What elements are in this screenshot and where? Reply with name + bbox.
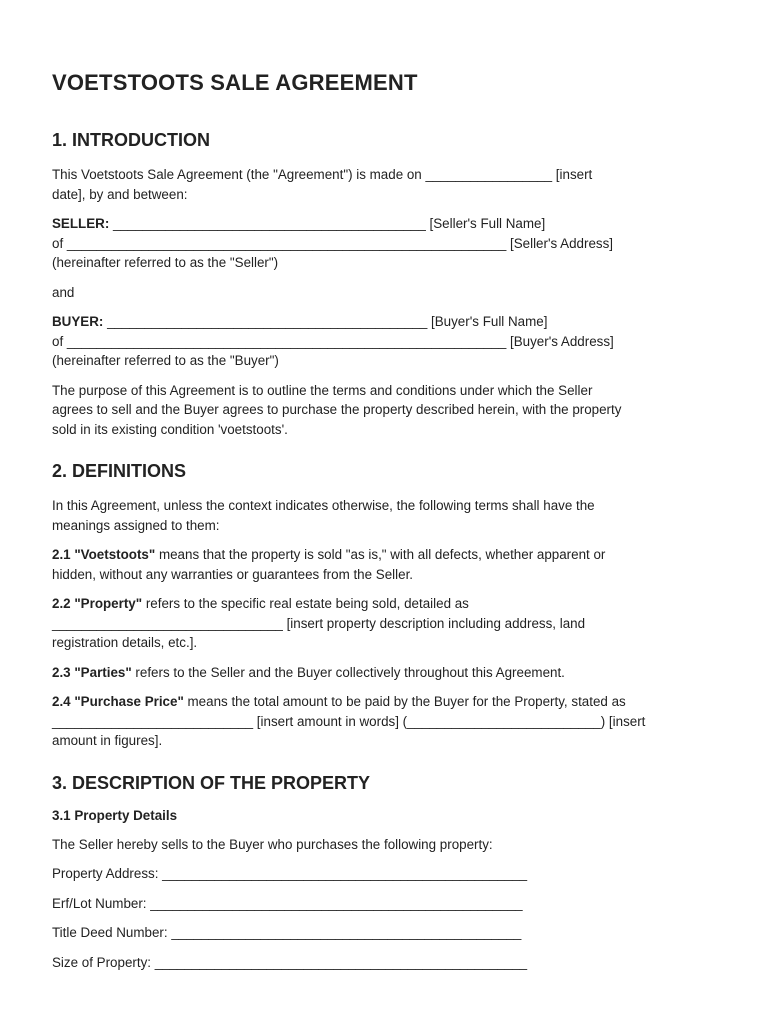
section-heading-definitions: 2. DEFINITIONS — [52, 461, 187, 481]
seller-label: SELLER: — [52, 216, 110, 231]
purpose-paragraph — [52, 381, 724, 440]
definition-text: hidden, without any warranties or guarantees from the Seller. — [52, 566, 414, 582]
definition-voetstoots — [52, 545, 724, 584]
definitions-lead-line2: meanings assigned to them: — [52, 517, 220, 533]
purpose-line2: agrees to sell and the Buyer agrees to purchase the property described herein, with the property — [52, 402, 622, 417]
seller-reference: (hereinafter referred to as the "Seller") — [52, 255, 279, 270]
buyer-address-field: of ___________________________________________________________ [Buyer's Address] — [52, 333, 614, 349]
and-separator: and — [52, 284, 75, 300]
definition-text: _______________________________ [insert property description including address, land — [52, 615, 586, 631]
purpose-line1: The purpose of this Agreement is to outline the terms and conditions under which the Seller — [52, 382, 593, 398]
definitions-lead-line1: In this Agreement, unless the context indicates otherwise, the following terms shall have the — [52, 498, 595, 513]
definition-text: registration details, etc.]. — [52, 635, 198, 650]
seller-block — [52, 214, 724, 273]
section-heading-property: 3. DESCRIPTION OF THE PROPERTY — [52, 772, 371, 793]
title-deed-number-field: Title Deed Number: _______________________________________________ — [52, 925, 522, 940]
intro-made-on-line1: This Voetstoots Sale Agreement (the "Agreement") is made on _________________ [insert — [52, 167, 593, 182]
definition-text: refers to the specific real estate being sold, detailed as — [142, 596, 469, 611]
definition-term: 2.1 "Voetstoots" — [52, 547, 156, 562]
definitions-lead — [52, 496, 724, 535]
definition-text: means that the property is sold "as is," with all defects, whether apparent or — [155, 547, 606, 562]
definition-term: 2.2 "Property" — [52, 596, 143, 611]
document-body — [52, 70, 724, 982]
purpose-line3: sold in its existing condition 'voetstoots'. — [52, 421, 288, 437]
document-title: VOETSTOOTS SALE AGREEMENT — [52, 70, 418, 95]
buyer-name-field: ___________________________________________ [Buyer's Full Name] — [103, 314, 548, 329]
definition-text: ___________________________ [insert amount in words] (__________________________) [insert — [52, 713, 646, 729]
definition-term: 2.4 "Purchase Price" — [52, 694, 184, 709]
definition-term: 2.3 "Parties" — [52, 664, 132, 680]
definition-text: amount in figures]. — [52, 733, 163, 748]
intro-made-on-line2: date], by and between: — [52, 186, 188, 202]
buyer-block — [52, 312, 724, 371]
intro-made-on — [52, 165, 724, 204]
seller-name-field: __________________________________________ [Seller's Full Name] — [109, 216, 546, 231]
property-size-field: Size of Property: __________________________________________________ — [52, 954, 528, 970]
definition-text: means the total amount to be paid by the Buyer for the Property, stated as — [183, 694, 626, 709]
section-heading-introduction: 1. INTRODUCTION — [52, 130, 211, 150]
definition-property — [52, 594, 724, 653]
definition-purchase-price — [52, 692, 724, 751]
erf-number-field: Erf/Lot Number: __________________________________________________ — [52, 895, 523, 911]
property-address-field: Property Address: _________________________________________________ — [52, 866, 528, 881]
definition-text: refers to the Seller and the Buyer collectively throughout this Agreement. — [131, 664, 565, 680]
seller-address-field: of ___________________________________________________________ [Seller's Address] — [52, 235, 614, 251]
property-details-heading: 3.1 Property Details — [52, 807, 178, 823]
definition-parties — [52, 663, 724, 683]
buyer-label: BUYER: — [52, 314, 104, 329]
buyer-reference: (hereinafter referred to as the "Buyer") — [52, 353, 279, 368]
property-lead: The Seller hereby sells to the Buyer who purchases the following property: — [52, 836, 493, 852]
